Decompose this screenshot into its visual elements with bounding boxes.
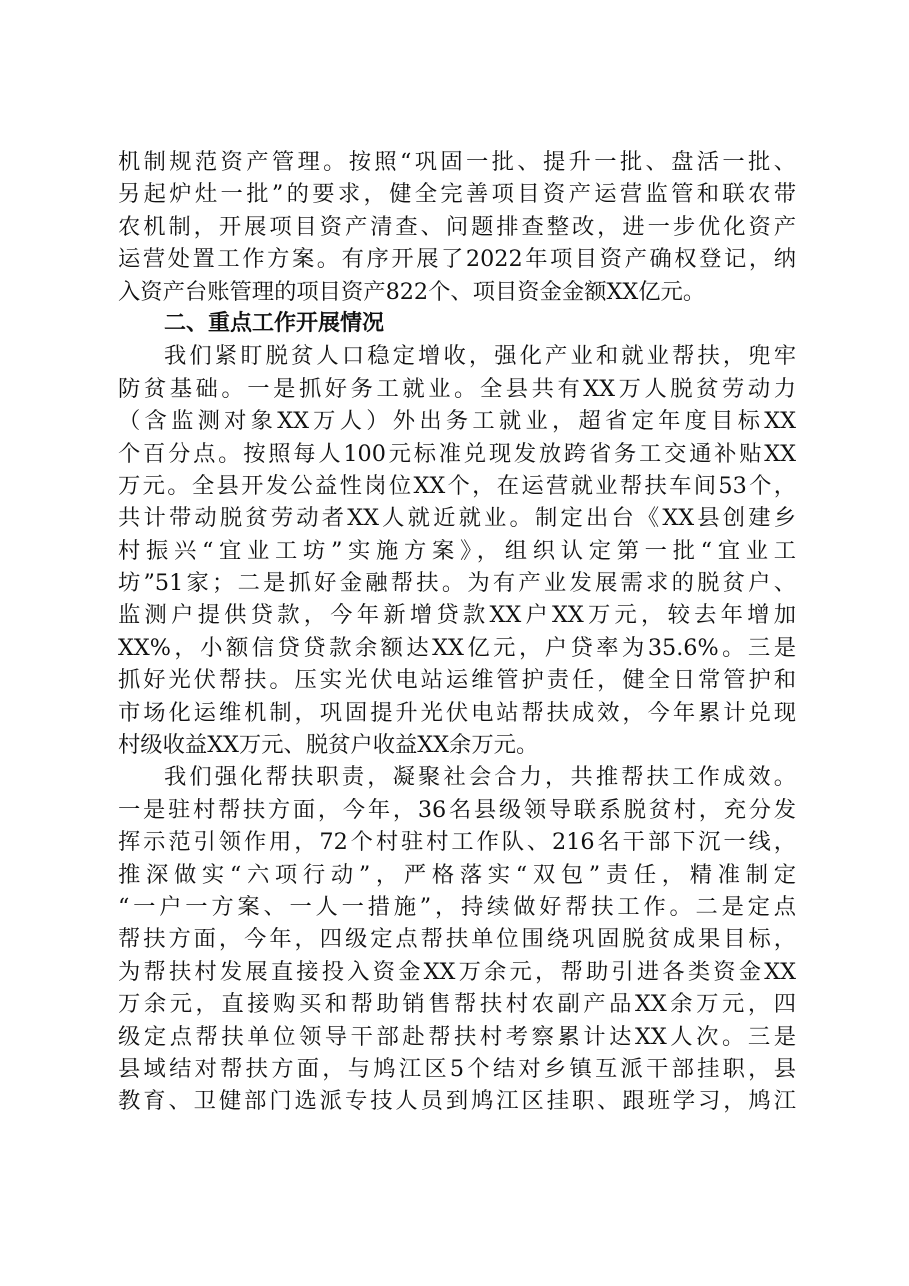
paragraph-assistance-duties (118, 761, 796, 1117)
text-line: 机制规范资产管理。按照“巩固一批、提升一批、盘活一批、 (118, 149, 796, 175)
text-line: 共计带动脱贫劳动者XX人就近就业。制定出台《XX县创建乡 (118, 505, 796, 532)
text-line: 级定点帮扶单位领导干部赴帮扶村考察累计达XX人次。三是 (118, 1023, 796, 1050)
text-line: 为帮扶村发展直接投入资金XX万余元，帮助引进各类资金XX (118, 958, 796, 985)
text-line: 村级收益XX万元、脱贫户收益XX余万元。 (118, 732, 539, 759)
text-line: 另起炉灶一批”的要求，健全完善项目资产运营监管和联农带 (118, 181, 796, 208)
text-line: 帮扶方面，今年，四级定点帮扶单位围绕巩固脱贫成果目标， (118, 926, 796, 953)
text-line: 坊”51家；二是抓好金融帮扶。为有产业发展需求的脱贫户、 (118, 570, 796, 597)
text-line: 村振兴“宜业工坊”实施方案》，组织认定第一批“宜业工 (118, 537, 796, 564)
text-line: 万元。全县开发公益性岗位XX个，在运营就业帮扶车间53个， (118, 472, 796, 499)
text-line: “一户一方案、一人一措施”，持续做好帮扶工作。二是定点 (118, 893, 796, 920)
section-heading: 二、重点工作开展情况 (164, 310, 385, 336)
text-line: 运营处置工作方案。有序开展了2022年项目资产确权登记，纳 (118, 246, 796, 273)
text-line: 个百分点。按照每人100元标准兑现发放跨省务工交通补贴XX (118, 440, 796, 467)
text-line: 我们强化帮扶职责，凝聚社会合力，共推帮扶工作成效。 (164, 764, 796, 791)
text-line: 挥示范引领作用，72个村驻村工作队、216名干部下沉一线， (118, 829, 796, 856)
text-line: 万余元，直接购买和帮助销售帮扶村农副产品XX余万元，四 (118, 991, 796, 1018)
text-line: 县域结对帮扶方面，与鸠江区5个结对乡镇互派干部挂职，县 (118, 1055, 796, 1082)
text-line: （含监测对象XX万人）外出务工就业，超省定年度目标XX (118, 408, 796, 435)
text-line: XX%，小额信贷贷款余额达XX亿元，户贷率为35.6%。三是 (118, 634, 796, 661)
text-line: 入资产台账管理的项目资产822个、项目资金金额XX亿元。 (118, 278, 706, 305)
document-page (118, 146, 796, 1118)
text-line: 教育、卫健部门选派专技人员到鸠江区挂职、跟班学习，鸠江 (118, 1088, 796, 1115)
text-line: 一是驻村帮扶方面，今年，36名县级领导联系脱贫村，充分发 (118, 796, 796, 823)
text-line: 农机制，开展项目资产清查、问题排查整改，进一步优化资产 (118, 213, 796, 240)
paragraph-asset-management (118, 146, 796, 308)
text-line: 我们紧盯脱贫人口稳定增收，强化产业和就业帮扶，兜牢 (164, 343, 796, 370)
text-line: 抓好光伏帮扶。压实光伏电站运维管护责任，健全日常管护和 (118, 667, 796, 694)
paragraph-income-support (118, 340, 796, 761)
text-line: 监测户提供贷款，今年新增贷款XX户XX万元，较去年增加 (118, 602, 796, 629)
text-line: 推深做实“六项行动”，严格落实“双包”责任，精准制定 (118, 861, 796, 888)
text-line: 防贫基础。一是抓好务工就业。全县共有XX万人脱贫劳动力 (118, 375, 796, 402)
text-line: 市场化运维机制，巩固提升光伏电站帮扶成效，今年累计兑现 (118, 699, 796, 726)
